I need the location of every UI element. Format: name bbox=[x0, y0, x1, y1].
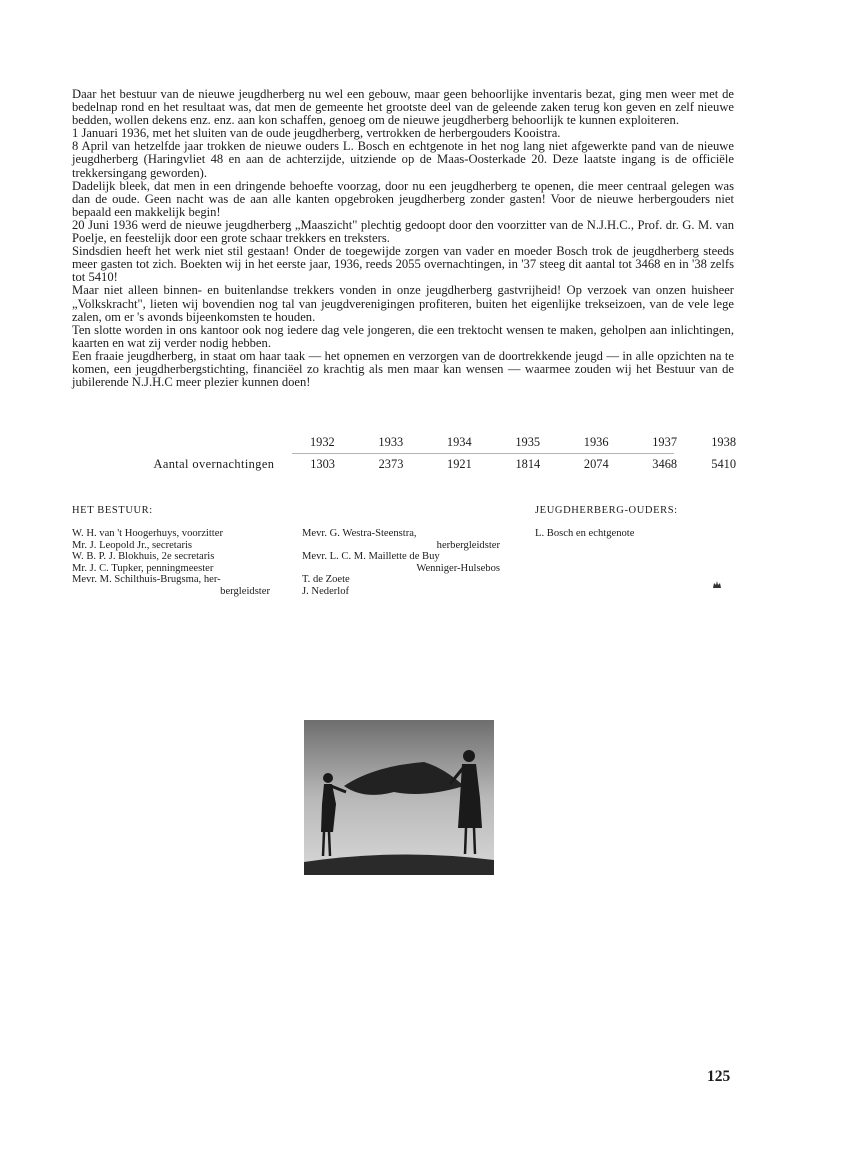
parents-name: L. Bosch en echtgenote bbox=[535, 528, 635, 539]
paragraph: 1 Januari 1936, met het sluiten van de oude jeugdherberg, vertrokken de herbergouders Kooistra. bbox=[72, 126, 561, 141]
board-member-continued: herbergleidster bbox=[436, 539, 500, 551]
board-heading: HET BESTUUR: bbox=[72, 505, 153, 516]
board-member: Mevr. G. Westra-Steenstra, bbox=[302, 528, 417, 539]
paragraph: Ten slotte worden in ons kantoor ook nog iedere dag vele jongeren, die een trektocht wensen te maken, geholpen aan inlichtingen, kaarten en wat zij verder nodig hebben. bbox=[72, 322, 734, 350]
year-cell: 1936 bbox=[583, 434, 609, 449]
board-member-continued: bergleidster bbox=[220, 585, 270, 597]
year-cell: 1938 bbox=[711, 434, 737, 449]
value-cell: 3468 bbox=[652, 456, 678, 471]
board-member: T. de Zoete bbox=[302, 574, 350, 585]
stats-year-row bbox=[118, 431, 736, 453]
year-cell: 1932 bbox=[309, 434, 335, 449]
value-cell: 1814 bbox=[515, 456, 541, 471]
board-member: J. Nederlof bbox=[302, 585, 350, 597]
year-cell: 1933 bbox=[378, 434, 404, 449]
photo-two-figures-shaking-blanket bbox=[304, 720, 494, 875]
value-cell: 2074 bbox=[583, 456, 609, 471]
paragraph: Een fraaie jeugdherberg, in staat om haar taak — het opnemen en verzorgen van de doortrekkende jeugd — in alle opzichten na te komen, een jeugdherbergstichting, financiëel zo krachtig als men maar kan wensen — waarmee zouden wij het Bestuur van de jubilerende N.J.H.C meer plezier kunnen doen! bbox=[72, 348, 734, 390]
board-list-middle bbox=[302, 528, 500, 597]
paragraph: Dadelijk bleek, dat men in een dringende behoefte voorzag, door nu een jeugdherberg te openen, die meer centraal gelegen was dan de oude. Geen nacht was de aan alle kanten opgebroken jeugdherberg zonder gasten! Voor de nieuwe herbergouders niet bepaald een makkelijk begin! bbox=[72, 178, 734, 219]
board-member: Mevr. L. C. M. Maillette de Buy bbox=[302, 551, 440, 562]
board-member: Mr. J. Leopold Jr., secretaris bbox=[72, 539, 193, 551]
stats-value-row bbox=[118, 453, 736, 475]
table-rule bbox=[292, 453, 674, 454]
board-list-left bbox=[72, 528, 270, 597]
board-member: W. B. P. J. Blokhuis, 2e secretaris bbox=[72, 551, 215, 562]
value-cell: 5410 bbox=[711, 456, 737, 471]
year-cell: 1937 bbox=[652, 434, 678, 449]
paragraph: 8 April van hetzelfde jaar trokken de nieuwe ouders L. Bosch en echtgenote in het nog lang niet afgewerkte pand van de nieuwe jeugdherberg (Haringvliet 48 en aan de achterzijde, uitziende op de Maas-Oosterkade 20. Deze laatste ingang is de officiële trekkersingang geworden). bbox=[72, 139, 734, 180]
parents-heading: JEUGDHERBERG-OUDERS: bbox=[535, 505, 678, 516]
year-cell: 1934 bbox=[446, 434, 472, 449]
stats-row-label: Aantal overnachtingen bbox=[153, 456, 275, 471]
board-member-continued: Wenniger-Hulsebos bbox=[416, 562, 500, 574]
page-number: 125 bbox=[707, 1068, 731, 1085]
paragraph: Sindsdien heeft het werk niet stil gestaan! Onder de toegewijde zorgen van vader en moeder Bosch trok de jeugdherberg steeds meer gasten tot zich. Boekten wij in het eerste jaar, 1936, reeds 2055 overnachtingen, in '37 steeg dit aantal tot 3468 en in '38 zelfs tot 5410! bbox=[72, 244, 734, 285]
board-member: Mr. J. C. Tupker, penningmeester bbox=[72, 562, 214, 574]
parents-list bbox=[535, 528, 634, 540]
paragraph: Daar het bestuur van de nieuwe jeugdherberg nu wel een gebouw, maar geen behoorlijke inventaris bezat, ging men weer met de bedelnap rond en het resultaat was, dat men de gemeente het grootste deel van de geleende zaken terug kon geven en zelf nieuwe bedden, wollen dekens enz. enz. aan kon schaffen, genoeg om de nieuwe jeugdherberg behoorlijk te kunnen exploiteren. bbox=[72, 87, 734, 128]
year-cell: 1935 bbox=[515, 434, 541, 449]
ornament-icon bbox=[712, 580, 722, 589]
paragraph: Maar niet alleen binnen- en buitenlandse trekkers vonden in onze jeugdherberg gastvrijheid! Op verzoek van onzen huisheer „Volkskracht", lieten wij bovendien nog tal van jeugdverenigingen profiteren, buiten het eigenlijke trekseizoen, van de vele lege zalen, om er 's avonds bijeenkomsten te houden. bbox=[72, 283, 734, 324]
value-cell: 2373 bbox=[378, 456, 404, 471]
value-cell: 1921 bbox=[447, 456, 472, 471]
board-member: Mevr. M. Schilthuis-Brugsma, her- bbox=[72, 574, 221, 585]
board-member: W. H. van 't Hoogerhuys, voorzitter bbox=[72, 528, 223, 539]
value-cell: 1303 bbox=[310, 456, 335, 471]
body-text bbox=[72, 88, 734, 389]
paragraph: 20 Juni 1936 werd de nieuwe jeugdherberg „Maaszicht" plechtig gedoopt door den voorzitter van de N.J.H.C., Prof. dr. G. M. van Poelje, en feestelijk door een grote schaar trekkers en treksters. bbox=[72, 217, 734, 246]
